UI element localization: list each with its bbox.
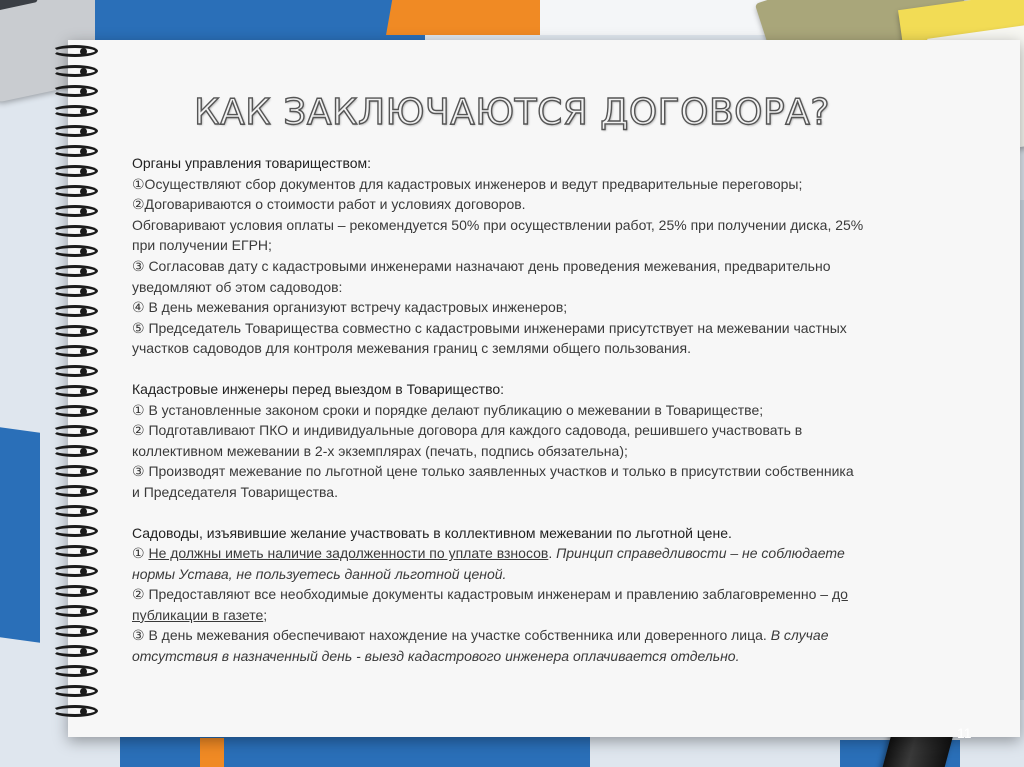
- spiral-ring: [40, 624, 102, 638]
- spiral-ring-wire: [52, 705, 98, 717]
- section2-item3-line2: и Председателя Товарищества.: [132, 483, 338, 500]
- spiral-ring: [40, 164, 102, 178]
- section1-item2-cont-line1: Обговаривают условия оплаты – рекомендуется 50% при осуществлении работ, 25% при получении диска, 25%: [132, 216, 864, 233]
- spiral-ring: [40, 324, 102, 338]
- spiral-ring-hole: [80, 228, 87, 235]
- spiral-ring-wire: [52, 625, 98, 637]
- spiral-ring-hole: [80, 288, 87, 295]
- section1-item4: ④ В день межевания организуют встречу кадастровых инженеров;: [132, 299, 568, 316]
- spiral-ring-hole: [80, 368, 87, 375]
- spiral-ring-hole: [80, 168, 87, 175]
- spiral-ring: [40, 404, 102, 418]
- spiral-ring-wire: [52, 245, 98, 257]
- spiral-ring: [40, 504, 102, 518]
- section1-item5-line2: участков садоводов для контроля межевания границ с землями общего пользования.: [132, 340, 691, 357]
- spiral-ring-hole: [80, 508, 87, 515]
- section3-item2-text: ② Предоставляют все необходимые документы кадастровым инженерам и правлению заблаговременно –: [132, 586, 829, 603]
- page-title: КАК ЗАКЛЮЧАЮТСЯ ДОГОВОРА?: [194, 92, 830, 133]
- section3-heading: Садоводы, изъявившие желание участвовать в коллективном межевании по льготной цене.: [132, 524, 732, 541]
- spiral-ring-hole: [80, 388, 87, 395]
- spiral-ring-hole: [80, 588, 87, 595]
- spiral-ring: [40, 584, 102, 598]
- section2-item3-line1: ③ Производят межевание по льготной цене только заявленных участков и только в присутствии собственника: [132, 463, 854, 480]
- spiral-binding: [40, 44, 106, 734]
- section3-item3-line1: [132, 625, 952, 646]
- spiral-ring-wire: [52, 465, 98, 477]
- spiral-ring-hole: [80, 348, 87, 355]
- spiral-ring: [40, 344, 102, 358]
- spiral-ring: [40, 224, 102, 238]
- orange-chart-shape-bottom: [200, 738, 224, 767]
- blue-chart-shape-left: [0, 427, 40, 643]
- spiral-ring-wire: [52, 505, 98, 517]
- section1-heading: Органы управления товариществом:: [132, 155, 372, 171]
- section3-item1-dot: .: [548, 545, 553, 562]
- section3-item3-text: ③ В день межевания обеспечивают нахождение на участке собственника или доверенного лица.: [132, 627, 767, 644]
- spiral-ring: [40, 704, 102, 718]
- section2-item2-line2: коллективном межевании в 2-х экземплярах (печать, подпись обязательна);: [132, 442, 628, 459]
- spiral-ring-hole: [80, 248, 87, 255]
- white-chart-shape: [540, 0, 780, 35]
- spiral-ring-wire: [52, 445, 98, 457]
- spiral-ring-hole: [80, 708, 87, 715]
- spiral-ring-hole: [80, 688, 87, 695]
- spiral-ring-wire: [52, 185, 98, 197]
- spiral-ring-hole: [80, 188, 87, 195]
- section-gap: [132, 359, 952, 379]
- section1-item2: ②Договариваются о стоимости работ и условиях договоров.: [132, 196, 526, 213]
- section2-heading: Кадастровые инженеры перед выездом в Товарищество:: [132, 380, 505, 397]
- spiral-ring-wire: [52, 665, 98, 677]
- section3-item1-line1: [132, 543, 952, 564]
- spiral-ring-wire: [52, 605, 98, 617]
- spiral-ring: [40, 244, 102, 258]
- spiral-ring-wire: [52, 225, 98, 237]
- spiral-ring-wire: [52, 585, 98, 597]
- section3-item1-italic-line2: нормы Устава, не пользуетесь данной льготной ценой.: [132, 565, 507, 582]
- spiral-ring: [40, 204, 102, 218]
- page-number: 11: [957, 725, 972, 741]
- spiral-ring-hole: [80, 68, 87, 75]
- spiral-ring: [40, 684, 102, 698]
- spiral-ring-wire: [52, 525, 98, 537]
- section3-item1-number: ①: [132, 545, 145, 562]
- spiral-ring-wire: [52, 425, 98, 437]
- spiral-ring: [40, 664, 102, 678]
- spiral-ring: [40, 564, 102, 578]
- spiral-ring-hole: [80, 448, 87, 455]
- spiral-ring-hole: [80, 468, 87, 475]
- section1-item3-line1: ③ Согласовав дату с кадастровыми инженерами назначают день проведения межевания, предварительно: [132, 257, 831, 274]
- section1-item5-line1: ⑤ Председатель Товарищества совместно с кадастровыми инженерами присутствует на межевании частных: [132, 319, 847, 336]
- blue-chart-shape-bottom: [120, 732, 590, 767]
- spiral-ring: [40, 284, 102, 298]
- spiral-ring: [40, 304, 102, 318]
- spiral-ring-wire: [52, 205, 98, 217]
- section3-item3-italic-b: отсутствия в назначенный день - выезд кадастрового инженера оплачивается отдельно.: [132, 648, 740, 665]
- section3-item2-line1: [132, 584, 952, 605]
- spiral-ring-wire: [52, 285, 98, 297]
- section3-item2-underlined-a: до: [831, 586, 848, 603]
- spiral-ring-hole: [80, 528, 87, 535]
- spiral-ring-hole: [80, 408, 87, 415]
- calculator-screen: [0, 0, 38, 14]
- spiral-ring: [40, 544, 102, 558]
- section-gap: [132, 503, 952, 523]
- spiral-ring: [40, 524, 102, 538]
- spiral-ring-hole: [80, 488, 87, 495]
- spiral-ring-wire: [52, 145, 98, 157]
- spiral-ring: [40, 604, 102, 618]
- spiral-ring-hole: [80, 48, 87, 55]
- section1-item1: ①Осуществляют сбор документов для кадастровых инженеров и ведут предварительные переговоры;: [132, 175, 803, 192]
- section3-item1-italic-line1: Принцип справедливости – не соблюдаете: [556, 545, 845, 562]
- spiral-ring: [40, 384, 102, 398]
- spiral-ring-hole: [80, 208, 87, 215]
- spiral-ring-hole: [80, 268, 87, 275]
- spiral-ring-hole: [80, 428, 87, 435]
- spiral-ring-wire: [52, 345, 98, 357]
- spiral-ring-wire: [52, 265, 98, 277]
- spiral-ring: [40, 364, 102, 378]
- blue-chart-shape: [95, 0, 425, 45]
- spiral-ring-hole: [80, 148, 87, 155]
- spiral-ring: [40, 264, 102, 278]
- section3-item2-line2: [132, 605, 952, 626]
- spiral-ring: [40, 484, 102, 498]
- spiral-ring-hole: [80, 648, 87, 655]
- section2-item2-line1: ② Подготавливают ПКО и индивидуальные договора для каждого садовода, решившего участвовать в: [132, 422, 803, 439]
- spiral-ring-hole: [80, 628, 87, 635]
- spiral-ring-wire: [52, 645, 98, 657]
- spiral-ring: [40, 444, 102, 458]
- spiral-ring: [40, 644, 102, 658]
- section3-item3-italic-a: В случае: [770, 627, 829, 644]
- spiral-ring-hole: [80, 568, 87, 575]
- slide-body: [132, 153, 952, 667]
- section3-item1-underlined: Не должны иметь наличие задолженности по уплате взносов: [148, 545, 549, 562]
- spiral-ring-hole: [80, 668, 87, 675]
- spiral-ring-hole: [80, 308, 87, 315]
- spiral-ring-hole: [80, 608, 87, 615]
- spiral-ring: [40, 464, 102, 478]
- spiral-ring-wire: [52, 45, 98, 57]
- spiral-ring-wire: [52, 565, 98, 577]
- spiral-ring-wire: [52, 305, 98, 317]
- spiral-ring-wire: [52, 685, 98, 697]
- spiral-ring: [40, 64, 102, 78]
- spiral-ring: [40, 44, 102, 58]
- section1-item3-line2: уведомляют об этом садоводов:: [132, 278, 343, 295]
- spiral-ring: [40, 184, 102, 198]
- spiral-ring-wire: [52, 385, 98, 397]
- section3-item2-underlined-b: публикации в газете: [132, 606, 264, 623]
- section1-item2-cont-line2: при получении ЕГРН;: [132, 237, 272, 254]
- spiral-ring-hole: [80, 328, 87, 335]
- spiral-ring: [40, 144, 102, 158]
- spiral-ring-wire: [52, 65, 98, 77]
- section3-item2-end: ;: [263, 606, 268, 623]
- spiral-ring-wire: [52, 545, 98, 557]
- spiral-ring-hole: [80, 548, 87, 555]
- spiral-ring-wire: [52, 405, 98, 417]
- spiral-ring: [40, 424, 102, 438]
- section2-item1: ① В установленные законом сроки и порядке делают публикацию о межевании в Товариществе;: [132, 401, 764, 418]
- spiral-ring-wire: [52, 365, 98, 377]
- spiral-ring-wire: [52, 325, 98, 337]
- spiral-ring-wire: [52, 165, 98, 177]
- spiral-ring-wire: [52, 485, 98, 497]
